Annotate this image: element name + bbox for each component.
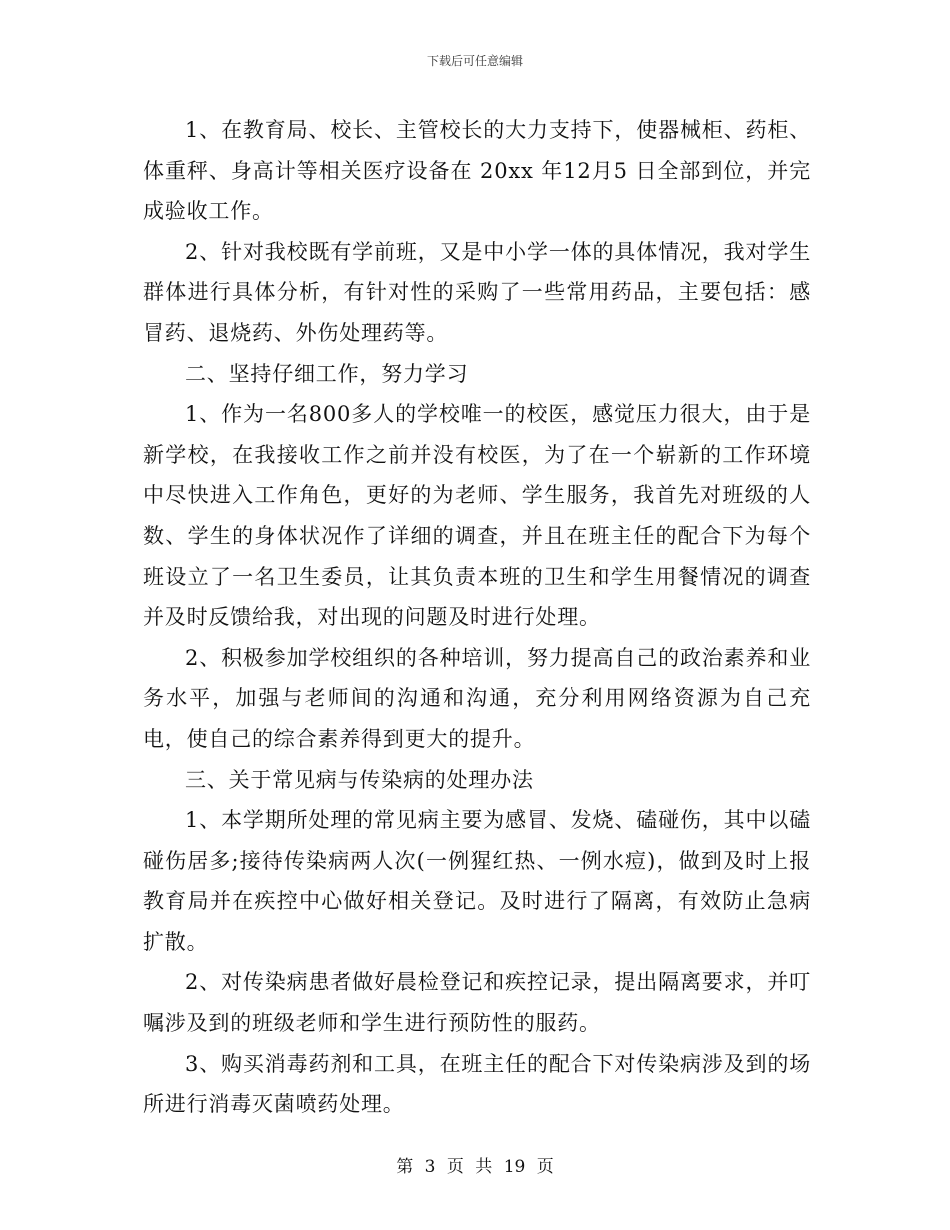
- paragraph: 2、针对我校既有学前班，又是中小学一体的具体情况，我对学生群体进行具体分析，有针对性的采购了一些常用药品，主要包括：感冒药、退烧药、外伤处理药等。: [143, 239, 811, 345]
- paragraph: 2、对传染病患者做好晨检登记和疾控记录，提出隔离要求，并叮嘱涉及到的班级老师和学生进行预防性的服药。: [143, 970, 811, 1036]
- page-number: 第 3 页 共 19 页: [396, 1157, 554, 1177]
- section-heading: 三、关于常见病与传染病的处理办法: [185, 767, 534, 792]
- document-body: [143, 110, 811, 1125]
- paragraph: 2、积极参加学校组织的各种培训，努力提高自己的政治素养和业务水平，加强与老师间的沟通和沟通，充分利用网络资源为自己充电，使自己的综合素养得到更大的提升。: [143, 645, 811, 751]
- paragraph: 1、本学期所处理的常见病主要为感冒、发烧、磕碰伤，其中以磕碰伤居多;接待传染病两人次(一例猩红热、一例水痘)，做到及时上报教育局并在疾控中心做好相关登记。及时进行了隔离，有效防止急病扩散。: [143, 808, 811, 954]
- section-heading: 二、坚持仔细工作，努力学习: [185, 361, 469, 386]
- paragraph: 1、作为一名800多人的学校唯一的校医，感觉压力很大，由于是新学校，在我接收工作之前并没有校医，为了在一个崭新的工作环境中尽快进入工作角色，更好的为老师、学生服务，我首先对班级的人数、学生的身体状况作了详细的调查，并且在班主任的配合下为每个班设立了一名卫生委员，让其负责本班的卫生和学生用餐情况的调查并及时反馈给我，对出现的问题及时进行处理。: [143, 402, 811, 630]
- page-header: 下载后可任意编辑: [426, 54, 523, 68]
- paragraph: 1、在教育局、校长、主管校长的大力支持下，使器械柜、药柜、体重秤、身高计等相关医疗设备在 20xx 年12月5 日全部到位，并完成验收工作。: [143, 118, 811, 224]
- paragraph: 3、购买消毒药剂和工具，在班主任的配合下对传染病涉及到的场所进行消毒灭菌喷药处理。: [143, 1051, 811, 1117]
